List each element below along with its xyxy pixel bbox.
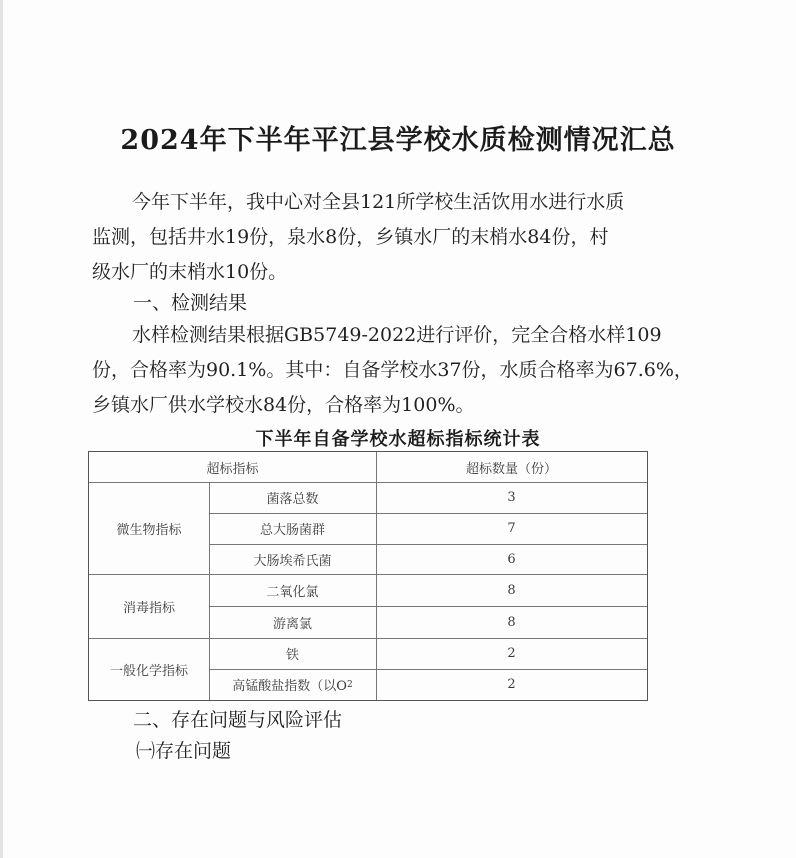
- table-rule: [209, 544, 647, 545]
- table-row-item: 大肠埃希氏菌: [253, 553, 332, 569]
- intro-paragraph: [92, 185, 702, 290]
- table-rule: [209, 513, 647, 514]
- table-row-count: 3: [507, 490, 516, 505]
- group-microbial: 微生物指标: [116, 522, 182, 538]
- intro-line: 级水厂的末梢水10份。: [92, 261, 288, 283]
- table-row-item: 总大肠菌群: [259, 523, 325, 538]
- table-row-count: 6: [507, 551, 516, 567]
- table-rule: [209, 606, 647, 607]
- permanganate-label: 高锰酸盐指数（以O: [232, 679, 347, 694]
- result-line: 份，合格率为90.1%。其中：自备学校水37份，水质合格率为67.6%，: [92, 359, 693, 381]
- intro-line: 监测，包括井水19份，泉水8份，乡镇水厂的末梢水84份，村: [92, 226, 609, 248]
- group-chemical: 一般化学指标: [109, 663, 188, 679]
- table-rule: [89, 574, 647, 575]
- table-rule: [209, 669, 647, 670]
- oxygen-subscript: 2: [346, 679, 353, 690]
- group-disinfection: 消毒指标: [122, 600, 175, 616]
- section2-heading: 二、存在问题与风险评估: [133, 709, 343, 731]
- table-rule: [89, 638, 647, 639]
- result-line: 水样检测结果根据GB5749-2022进行评价，完全合格水样109: [132, 324, 662, 346]
- table-rule: [209, 482, 210, 700]
- exceedance-table: [88, 451, 648, 701]
- table-row-count: 8: [507, 582, 516, 598]
- result-line: 乡镇水厂供水学校水84份，合格率为100%。: [92, 394, 475, 416]
- result-paragraph: [92, 318, 702, 423]
- section1-heading: 一、检测结果: [133, 292, 248, 314]
- table-row-item: 二氧化氯: [266, 584, 319, 600]
- table-row-item-permanganate: [209, 669, 376, 700]
- intro-line: 今年下半年，我中心对全县121所学校生活饮用水进行水质: [132, 191, 625, 213]
- table-rule: [376, 452, 377, 700]
- subsection1-heading: ㈠存在问题: [136, 740, 232, 762]
- table-row-count: 7: [507, 521, 516, 536]
- table-row-item: 游离氯: [272, 616, 312, 632]
- table-title: 下半年自备学校水超标指标统计表: [255, 429, 541, 450]
- header-count: 超标数量（份）: [465, 461, 557, 477]
- document-title: 2024年下半年平江县学校水质检测情况汇总: [120, 125, 676, 156]
- table-row-count: 2: [507, 646, 516, 661]
- header-indicator: 超标指标: [206, 461, 259, 477]
- table-row-item: 铁: [285, 648, 299, 663]
- table-row-item: 菌落总数: [266, 492, 319, 507]
- table-rule: [89, 482, 647, 483]
- table-row-count: 2: [507, 677, 516, 692]
- table-row-count: 8: [507, 614, 516, 630]
